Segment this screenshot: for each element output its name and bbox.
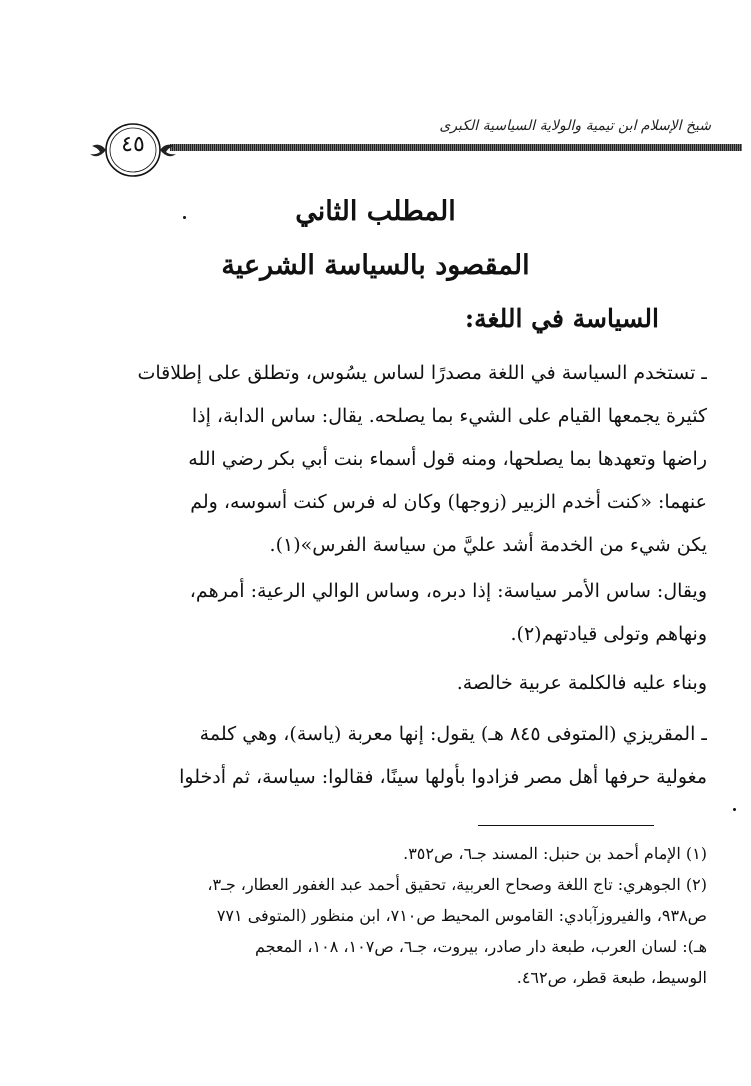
paragraph	[49, 713, 707, 799]
text-line: كثيرة يجمعها القيام على الشيء بما يصلحه. يقال: ساس الدابة، إذا	[191, 405, 707, 427]
text-line: راضها وتعهدها بما يصلحها، ومنه قول أسماء بنت أبي بكر رضي الله	[188, 448, 707, 470]
running-header-title: شيخ الإسلام ابن تيمية والولاية السياسية الكبرى	[439, 118, 711, 134]
text-line: مغولية حرفها أهل مصر فزادوا بأولها سينًا، فقالوا: سياسة، ثم أدخلوا	[179, 766, 707, 788]
text-line: ـ المقريزي (المتوفى ٨٤٥ هـ) يقول: إنها معربة (ياسة)، وهي كلمة	[199, 723, 707, 745]
page-number: ٤٥	[121, 132, 145, 157]
paragraph	[49, 662, 707, 705]
text-line: ـ تستخدم السياسة في اللغة مصدرًا لساس يسُوس، وتطلق على إطلاقات	[137, 362, 707, 384]
footnote-line: ص٩٣٨، والفيروزآبادي: القاموس المحيط ص٧١٠، ابن منظور (المتوفى ٧٧١	[216, 906, 707, 925]
section-title: المطلب الثاني	[295, 196, 456, 227]
text-line: ونهاهم وتولى قيادتهم(٢).	[510, 623, 707, 645]
decorative-dot	[733, 808, 736, 811]
text-line: عنهما: «كنت أخدم الزبير (زوجها) وكان له فرس كنت أسوسه، ولم	[190, 491, 707, 513]
paragraph	[49, 570, 707, 656]
footnote-line: الوسيط، طبعة قطر، ص٤٦٢.	[516, 968, 707, 987]
footnote-line: (١) الإمام أحمد بن حنبل: المسند جـ٦، ص٣٥٢.	[403, 844, 707, 863]
paragraph	[49, 352, 707, 567]
text-line: وبناء عليه فالكلمة عربية خالصة.	[456, 672, 707, 694]
decorative-dot	[183, 216, 186, 219]
header-rule	[170, 144, 742, 151]
footnote-line: (٢) الجوهري: تاج اللغة وصحاح العربية، تحقيق أحمد عبد الغفور العطار، جـ٣،	[207, 875, 707, 894]
footnotes	[49, 838, 707, 993]
footnote-separator	[478, 825, 654, 826]
subsection-heading: السياسة في اللغة:	[464, 304, 659, 333]
text-line: ويقال: ساس الأمر سياسة: إذا دبره، وساس الوالي الرعية: أمرهم،	[189, 580, 707, 602]
section-subtitle: المقصود بالسياسة الشرعية	[221, 250, 530, 281]
text-line: يكن شيء من الخدمة أشد عليَّ من سياسة الفرس»(١).	[269, 534, 707, 556]
footnote-line: هـ): لسان العرب، طبعة دار صادر، بيروت، جـ٦، ص١٠٧، ١٠٨، المعجم	[254, 937, 707, 956]
